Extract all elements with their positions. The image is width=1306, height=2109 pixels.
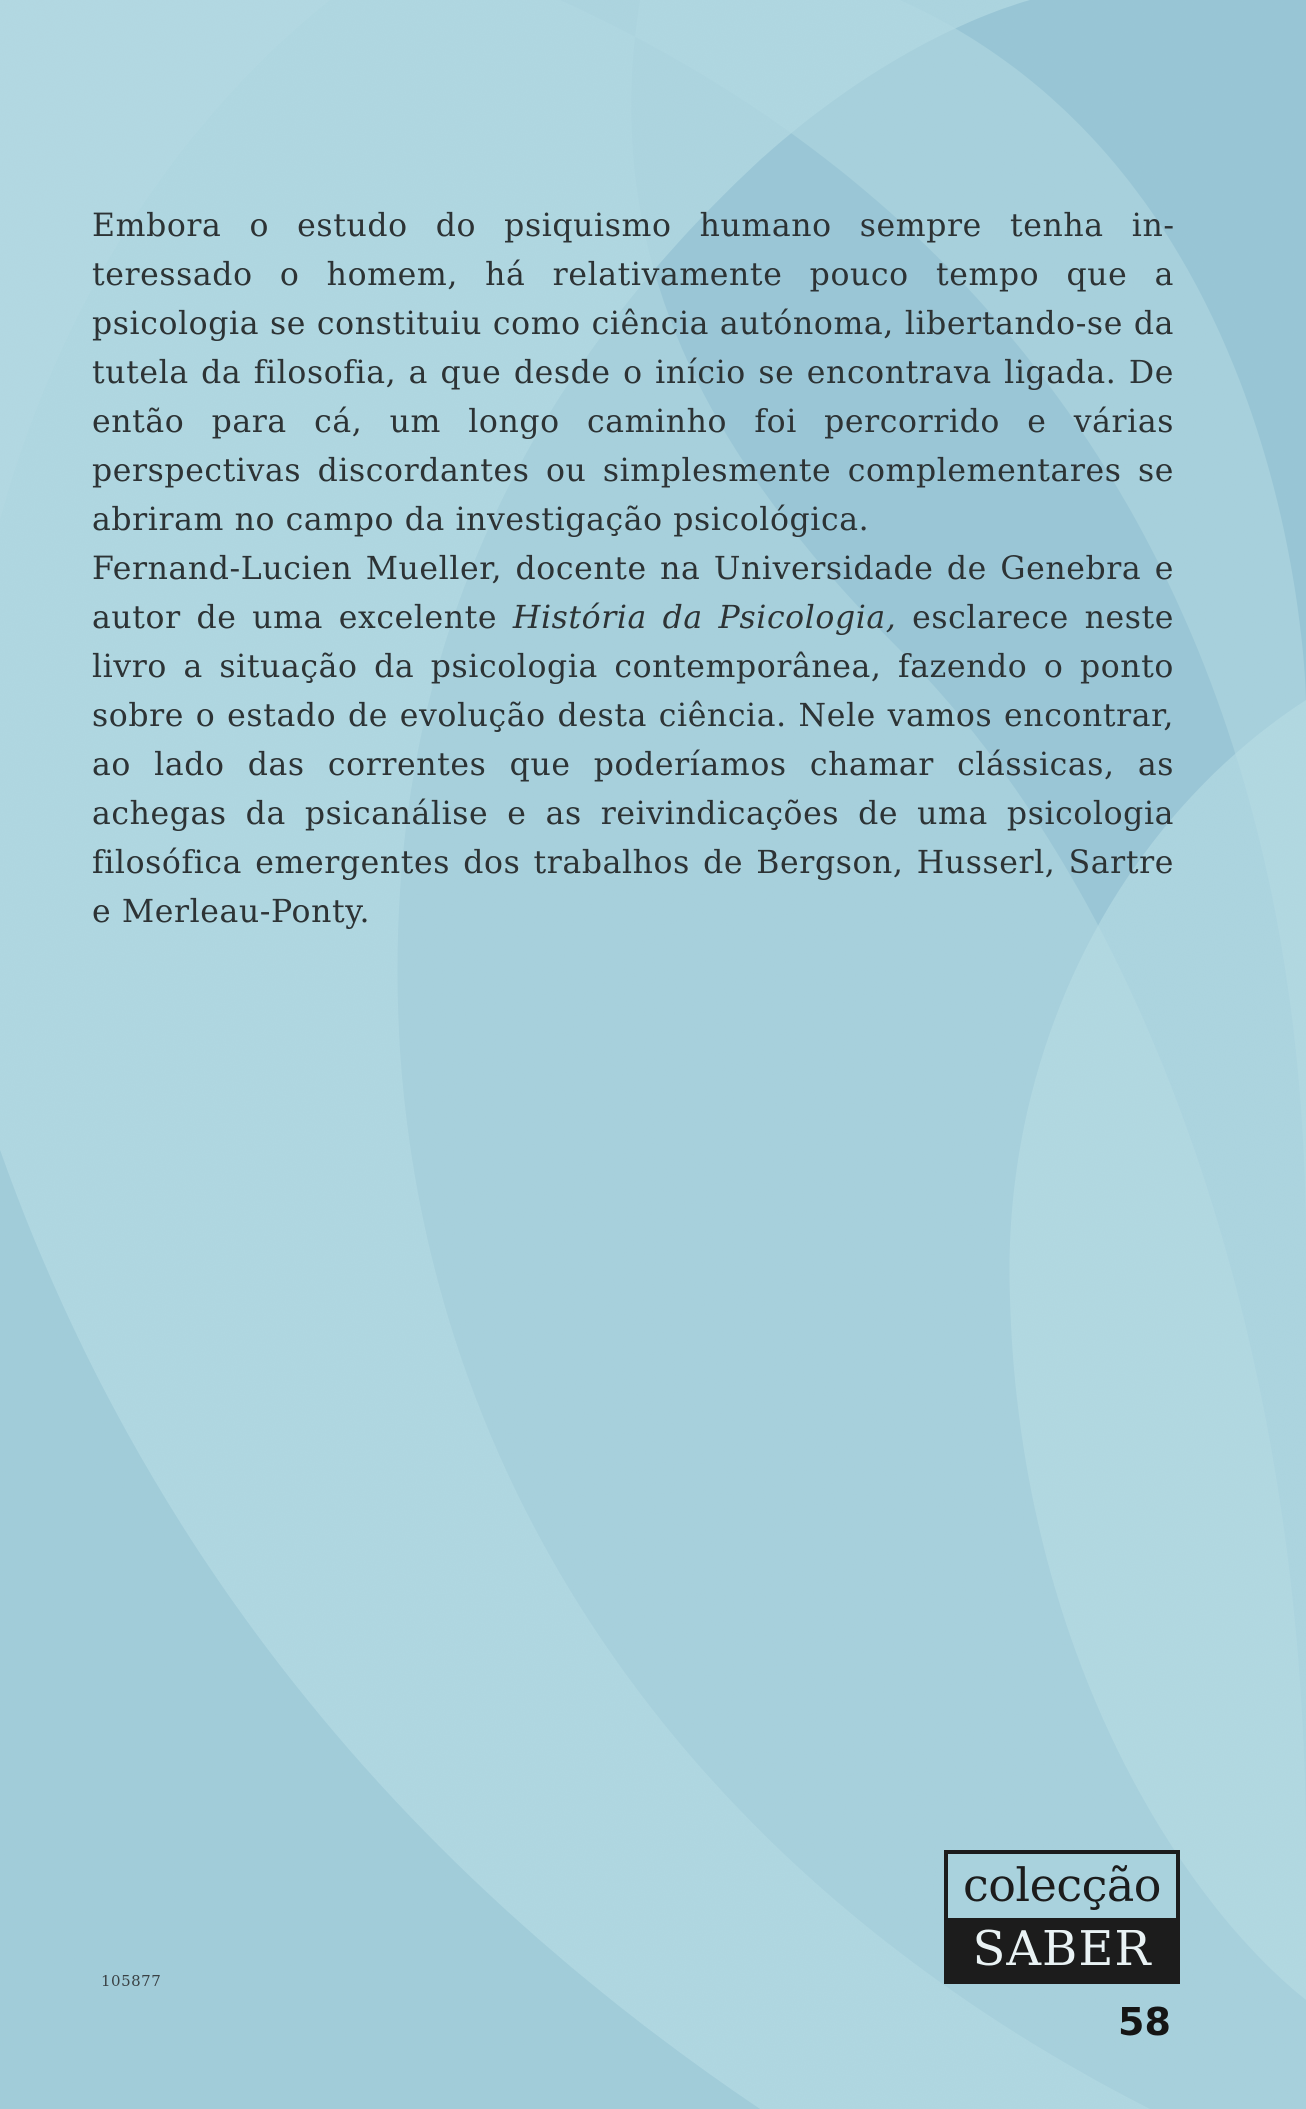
book-title-reference: História da Psicologia,: [512, 600, 897, 636]
blurb-paragraph-2-text-b: esclarece neste livro a situação da psicologia contemporânea, fazendo o ponto sobre o estado de evolução desta ciência. Nele vamos encontrar, ao lado das correntes que poderíamos chamar clássicas, as achegas da psicanálise e as reivindicações de uma psicologia filosófica emergentes dos trabalhos de Bergson, Husserl, Sartre e Merleau-Ponty.: [92, 600, 1174, 930]
logo-top-text: colecção: [962, 1858, 1162, 1912]
blurb-paragraph-1: Embora o estudo do psiquismo humano sempre tenha interessado o homem, há relativamente pouco tempo que a psicologia se constituiu como ciência autónoma, libertando-se da tutela da filosofia, a que desde o início se encontrava ligada. De então para cá, um longo caminho foi percorrido e várias perspectivas discordantes ou simplesmente complementares se abriram no campo da investigação psicológica.: [92, 208, 1174, 538]
volume-number: 58: [1118, 2000, 1171, 2044]
logo-bottom-text: SABER: [948, 1918, 1176, 1980]
blurb-paragraph-2: [92, 545, 1174, 937]
catalog-code: 105877: [101, 1972, 162, 1990]
blurb-paragraph-2-text-a: Fernand-Lucien Mueller, docente na Universidade de Genebra e autor de uma excelente: [92, 551, 1174, 636]
back-cover-blurb: [92, 202, 1174, 937]
collection-logo: [944, 1850, 1180, 1984]
